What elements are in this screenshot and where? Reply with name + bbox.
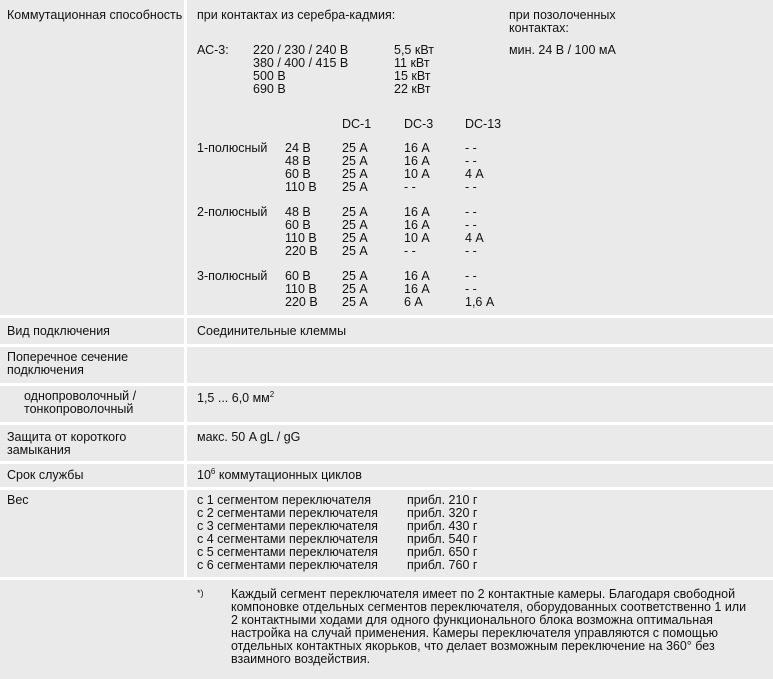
dc-group-label: 2-полюсный [197, 205, 268, 219]
dc3-value: 6 А [404, 295, 423, 309]
dc13-values [465, 142, 484, 194]
dc13-value: 4 А [465, 167, 484, 181]
dc13-value: - - [465, 180, 477, 194]
gold-contacts-title: при позолоченных контактах: [509, 8, 616, 35]
footnote-mark: *) [197, 588, 204, 598]
ac3-voltage: 380 / 400 / 415 В [253, 56, 349, 70]
protection-value: макс. 50 A gL / gG [187, 425, 773, 461]
lifetime-value: $10^6$ коммутационных циклов [187, 464, 773, 487]
dc3-value: 16 А [404, 282, 430, 296]
weight-values [407, 494, 477, 572]
dc1-value: 25 А [342, 205, 368, 219]
wire-row [0, 386, 773, 422]
weight-item: с 4 сегментами переключателя [197, 532, 378, 546]
dc-voltage: 110 В [285, 180, 317, 194]
footnote-text: Каждый сегмент переключателя имеет по 2 контактные камеры. Благодаря свободной компоновке отдельных сегментов переключателя, оборудованных соответственно 1 или 2 контактными ходами для одного функционального блока возможна оптимальная настройка на случай применения. Камеры переключателя управляются с помощью отдельных контактных якорьков, что делает возможным переключение на 360° без взаимного воздействия. [231, 587, 747, 666]
dc3-values [404, 270, 430, 309]
dc3-value: 16 А [404, 154, 430, 168]
dc13-values [465, 206, 484, 258]
weight-amount: прибл. 650 г [407, 545, 478, 559]
ac3-voltage: 690 В [253, 82, 286, 96]
ac3-voltages [253, 44, 348, 96]
weight-amount: прибл. 210 г [407, 493, 478, 507]
weight-item: с 2 сегментами переключателя [197, 506, 378, 520]
weight-label: Вес [0, 490, 184, 577]
dc3-value: 10 А [404, 231, 430, 245]
ac3-power: 11 кВт [394, 56, 430, 70]
ac3-power: 15 кВт [394, 69, 431, 83]
weight-item: с 5 сегментами переключателя [197, 545, 378, 559]
wire-label: однопроволочный / тонкопроволочный [0, 386, 184, 422]
dc3-value: 16 А [404, 205, 430, 219]
cross-section-label: Поперечное сечение подключения [0, 347, 184, 383]
ac3-powers [394, 44, 434, 96]
silver-contacts-title: при контактах из серебра-кадмия: [197, 8, 396, 22]
footnote [0, 580, 773, 679]
dc1-value: 25 А [342, 218, 368, 232]
dc-group-voltages [285, 206, 318, 258]
dc3-value: 16 А [404, 141, 430, 155]
dc13-value: - - [465, 141, 477, 155]
weight-amount: прибл. 760 г [407, 558, 478, 572]
dc13-value: - - [465, 282, 477, 296]
dc3-value: 10 А [404, 167, 430, 181]
dc13-value: - - [465, 218, 477, 232]
dc3-value: - - [404, 180, 416, 194]
dc3-value: - - [404, 244, 416, 258]
dc1-value: 25 А [342, 154, 368, 168]
weight-value [187, 490, 773, 577]
protection-label: Защита от короткого замыкания [0, 425, 184, 461]
ac3-power: 5,5 кВт [394, 43, 434, 57]
weight-amount: прибл. 430 г [407, 519, 478, 533]
dc1-value: 25 А [342, 244, 368, 258]
ac3-label: АС-3: [197, 43, 229, 57]
weight-row [0, 490, 773, 577]
cross-section-value [187, 347, 773, 383]
dc13-value: - - [465, 269, 477, 283]
dc1-value: 25 А [342, 180, 368, 194]
dc-voltage: 60 В [285, 269, 311, 283]
dc-voltage: 110 В [285, 231, 317, 245]
wire-value: 1,5 ... 6,0 $мм^2$ [187, 386, 773, 422]
dc1-value: 25 А [342, 282, 368, 296]
gold-contacts-value: мин. 24 В / 100 мА [509, 43, 616, 57]
dc-group-voltages [285, 270, 318, 309]
dc13-header: DC-13 [465, 117, 502, 131]
dc3-value: 16 А [404, 218, 430, 232]
dc3-values [404, 142, 430, 194]
dc1-value: 25 А [342, 141, 368, 155]
dc13-value: - - [465, 205, 477, 219]
switching-capacity-value [187, 0, 773, 315]
weight-item: с 3 сегментами переключателя [197, 519, 378, 533]
ac3-voltage: 220 / 230 / 240 В [253, 43, 349, 57]
dc-voltage: 60 В [285, 218, 311, 232]
dc-voltage: 48 В [285, 205, 311, 219]
lifetime-row [0, 464, 773, 487]
dc3-values [404, 206, 430, 258]
dc1-value: 25 А [342, 231, 368, 245]
ac3-voltage: 500 В [253, 69, 286, 83]
switching-capacity-label: Коммутационная способность [0, 0, 184, 315]
weight-item: с 1 сегментом переключателя [197, 493, 371, 507]
cross-section-row [0, 347, 773, 383]
dc13-values [465, 270, 494, 309]
switching-capacity-row [0, 0, 773, 315]
connection-type-value: Соединительные клеммы [187, 318, 773, 344]
dc1-value: 25 А [342, 167, 368, 181]
dc-voltage: 110 В [285, 282, 317, 296]
connection-type-label: Вид подключения [0, 318, 184, 344]
weight-items [197, 494, 378, 572]
dc3-header: DC-3 [404, 117, 434, 131]
ac3-power: 22 кВт [394, 82, 431, 96]
connection-type-row [0, 318, 773, 344]
dc1-values [342, 270, 368, 309]
weight-amount: прибл. 320 г [407, 506, 478, 520]
lifetime-label: Срок службы [0, 464, 184, 487]
dc-voltage: 24 В [285, 141, 311, 155]
dc3-value: 16 А [404, 269, 430, 283]
weight-item: с 6 сегментами переключателя [197, 558, 378, 572]
dc-group-label: 1-полюсный [197, 141, 268, 155]
dc1-header: DC-1 [342, 117, 372, 131]
dc13-value: - - [465, 154, 477, 168]
dc-voltage: 60 В [285, 167, 311, 181]
dc-group-voltages [285, 142, 317, 194]
dc-voltage: 48 В [285, 154, 311, 168]
dc-voltage: 220 В [285, 295, 318, 309]
dc13-value: 4 А [465, 231, 484, 245]
dc-group-label: 3-полюсный [197, 269, 268, 283]
dc1-value: 25 А [342, 295, 368, 309]
dc13-value: - - [465, 244, 477, 258]
protection-row [0, 425, 773, 461]
dc1-values [342, 142, 368, 194]
dc1-value: 25 А [342, 269, 368, 283]
weight-amount: прибл. 540 г [407, 532, 478, 546]
dc1-values [342, 206, 368, 258]
dc-voltage: 220 В [285, 244, 318, 258]
dc13-value: 1,6 А [465, 295, 495, 309]
